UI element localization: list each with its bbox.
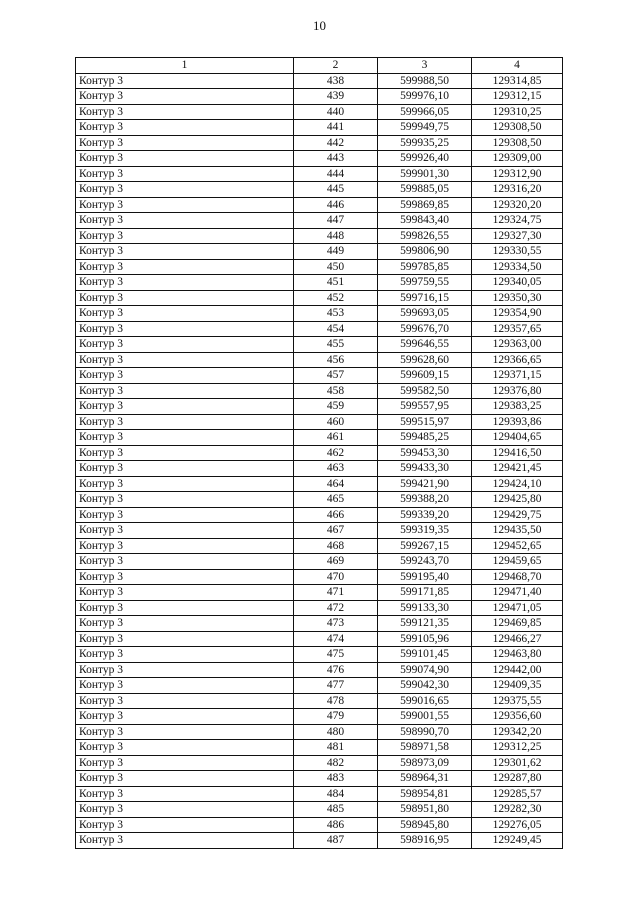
cell-contour-name: Контур 3 (76, 244, 294, 260)
cell-x-coordinate: 599421,90 (378, 476, 472, 492)
cell-y-coordinate: 129357,65 (472, 321, 563, 337)
table-row (76, 228, 563, 244)
cell-point-number: 458 (294, 383, 378, 399)
cell-point-number: 441 (294, 120, 378, 136)
cell-point-number: 487 (294, 833, 378, 849)
table-row (76, 631, 563, 647)
coordinates-table (75, 57, 563, 849)
table-row (76, 290, 563, 306)
cell-y-coordinate: 129324,75 (472, 213, 563, 229)
cell-point-number: 444 (294, 166, 378, 182)
cell-y-coordinate: 129316,20 (472, 182, 563, 198)
cell-x-coordinate: 599976,10 (378, 89, 472, 105)
cell-contour-name: Контур 3 (76, 755, 294, 771)
cell-contour-name: Контур 3 (76, 321, 294, 337)
cell-contour-name: Контур 3 (76, 89, 294, 105)
cell-point-number: 453 (294, 306, 378, 322)
cell-x-coordinate: 599105,96 (378, 631, 472, 647)
cell-point-number: 459 (294, 399, 378, 415)
cell-x-coordinate: 599074,90 (378, 662, 472, 678)
table-row (76, 306, 563, 322)
cell-contour-name: Контур 3 (76, 166, 294, 182)
cell-y-coordinate: 129435,50 (472, 523, 563, 539)
table-row (76, 399, 563, 415)
cell-y-coordinate: 129350,30 (472, 290, 563, 306)
table-row (76, 492, 563, 508)
table-row (76, 182, 563, 198)
table-row (76, 89, 563, 105)
cell-contour-name: Контур 3 (76, 104, 294, 120)
cell-contour-name: Контур 3 (76, 600, 294, 616)
table-row (76, 802, 563, 818)
cell-y-coordinate: 129416,50 (472, 445, 563, 461)
cell-x-coordinate: 598964,31 (378, 771, 472, 787)
cell-x-coordinate: 599016,65 (378, 693, 472, 709)
cell-y-coordinate: 129366,65 (472, 352, 563, 368)
cell-point-number: 456 (294, 352, 378, 368)
table-row (76, 73, 563, 89)
cell-x-coordinate: 599582,50 (378, 383, 472, 399)
table-row (76, 244, 563, 260)
cell-point-number: 482 (294, 755, 378, 771)
cell-x-coordinate: 598954,81 (378, 786, 472, 802)
table-row (76, 445, 563, 461)
cell-contour-name: Контур 3 (76, 228, 294, 244)
table-row (76, 833, 563, 849)
cell-y-coordinate: 129429,75 (472, 507, 563, 523)
cell-contour-name: Контур 3 (76, 461, 294, 477)
table-row (76, 120, 563, 136)
cell-point-number: 478 (294, 693, 378, 709)
cell-point-number: 462 (294, 445, 378, 461)
cell-x-coordinate: 599433,30 (378, 461, 472, 477)
cell-y-coordinate: 129356,60 (472, 709, 563, 725)
cell-x-coordinate: 599042,30 (378, 678, 472, 694)
cell-contour-name: Контур 3 (76, 275, 294, 291)
table-row (76, 523, 563, 539)
table-row (76, 554, 563, 570)
cell-contour-name: Контур 3 (76, 213, 294, 229)
table-row (76, 616, 563, 632)
table-row (76, 197, 563, 213)
cell-point-number: 486 (294, 817, 378, 833)
cell-x-coordinate: 598916,95 (378, 833, 472, 849)
cell-point-number: 475 (294, 647, 378, 663)
cell-y-coordinate: 129471,40 (472, 585, 563, 601)
cell-x-coordinate: 598971,58 (378, 740, 472, 756)
cell-y-coordinate: 129375,55 (472, 693, 563, 709)
cell-y-coordinate: 129376,80 (472, 383, 563, 399)
cell-x-coordinate: 599628,60 (378, 352, 472, 368)
cell-y-coordinate: 129327,30 (472, 228, 563, 244)
cell-y-coordinate: 129285,57 (472, 786, 563, 802)
cell-contour-name: Контур 3 (76, 678, 294, 694)
table-row (76, 321, 563, 337)
cell-point-number: 448 (294, 228, 378, 244)
cell-contour-name: Контур 3 (76, 507, 294, 523)
cell-x-coordinate: 599785,85 (378, 259, 472, 275)
table-row (76, 507, 563, 523)
cell-contour-name: Контур 3 (76, 383, 294, 399)
cell-y-coordinate: 129312,15 (472, 89, 563, 105)
cell-y-coordinate: 129330,55 (472, 244, 563, 260)
cell-point-number: 470 (294, 569, 378, 585)
cell-contour-name: Контур 3 (76, 616, 294, 632)
cell-y-coordinate: 129354,90 (472, 306, 563, 322)
table-row (76, 275, 563, 291)
cell-point-number: 457 (294, 368, 378, 384)
cell-x-coordinate: 599515,97 (378, 414, 472, 430)
table-row (76, 430, 563, 446)
cell-x-coordinate: 599826,55 (378, 228, 472, 244)
cell-y-coordinate: 129459,65 (472, 554, 563, 570)
cell-point-number: 467 (294, 523, 378, 539)
cell-x-coordinate: 599133,30 (378, 600, 472, 616)
cell-contour-name: Контур 3 (76, 817, 294, 833)
cell-x-coordinate: 599339,20 (378, 507, 472, 523)
table-row (76, 740, 563, 756)
cell-point-number: 472 (294, 600, 378, 616)
cell-y-coordinate: 129442,00 (472, 662, 563, 678)
cell-y-coordinate: 129312,90 (472, 166, 563, 182)
table-row (76, 461, 563, 477)
cell-point-number: 466 (294, 507, 378, 523)
cell-x-coordinate: 599121,35 (378, 616, 472, 632)
table-row (76, 352, 563, 368)
cell-contour-name: Контур 3 (76, 492, 294, 508)
cell-point-number: 439 (294, 89, 378, 105)
cell-x-coordinate: 599319,35 (378, 523, 472, 539)
cell-contour-name: Контур 3 (76, 120, 294, 136)
table-row (76, 647, 563, 663)
cell-x-coordinate: 599901,30 (378, 166, 472, 182)
cell-point-number: 446 (294, 197, 378, 213)
table-row (76, 259, 563, 275)
table-row (76, 786, 563, 802)
cell-point-number: 455 (294, 337, 378, 353)
cell-x-coordinate: 599388,20 (378, 492, 472, 508)
cell-x-coordinate: 599101,45 (378, 647, 472, 663)
cell-x-coordinate: 598973,09 (378, 755, 472, 771)
cell-point-number: 476 (294, 662, 378, 678)
cell-x-coordinate: 599935,25 (378, 135, 472, 151)
cell-point-number: 469 (294, 554, 378, 570)
cell-y-coordinate: 129308,50 (472, 135, 563, 151)
cell-point-number: 484 (294, 786, 378, 802)
cell-contour-name: Контур 3 (76, 538, 294, 554)
cell-x-coordinate: 599693,05 (378, 306, 472, 322)
table-row (76, 709, 563, 725)
cell-point-number: 445 (294, 182, 378, 198)
cell-contour-name: Контур 3 (76, 523, 294, 539)
cell-contour-name: Контур 3 (76, 771, 294, 787)
table-row (76, 414, 563, 430)
cell-y-coordinate: 129312,25 (472, 740, 563, 756)
cell-y-coordinate: 129469,85 (472, 616, 563, 632)
table-row (76, 771, 563, 787)
cell-x-coordinate: 599949,75 (378, 120, 472, 136)
cell-y-coordinate: 129320,20 (472, 197, 563, 213)
table-row (76, 337, 563, 353)
cell-contour-name: Контур 3 (76, 290, 294, 306)
cell-contour-name: Контур 3 (76, 151, 294, 167)
cell-contour-name: Контур 3 (76, 445, 294, 461)
table-row (76, 585, 563, 601)
cell-contour-name: Контур 3 (76, 135, 294, 151)
cell-contour-name: Контур 3 (76, 554, 294, 570)
cell-point-number: 440 (294, 104, 378, 120)
cell-point-number: 481 (294, 740, 378, 756)
cell-x-coordinate: 598945,80 (378, 817, 472, 833)
cell-x-coordinate: 599243,70 (378, 554, 472, 570)
table-row (76, 538, 563, 554)
cell-y-coordinate: 129309,00 (472, 151, 563, 167)
cell-point-number: 485 (294, 802, 378, 818)
cell-point-number: 468 (294, 538, 378, 554)
cell-point-number: 451 (294, 275, 378, 291)
cell-x-coordinate: 598990,70 (378, 724, 472, 740)
cell-x-coordinate: 599557,95 (378, 399, 472, 415)
cell-y-coordinate: 129471,05 (472, 600, 563, 616)
cell-contour-name: Контур 3 (76, 337, 294, 353)
cell-x-coordinate: 598951,80 (378, 802, 472, 818)
cell-point-number: 480 (294, 724, 378, 740)
cell-contour-name: Контур 3 (76, 414, 294, 430)
cell-y-coordinate: 129287,80 (472, 771, 563, 787)
cell-point-number: 447 (294, 213, 378, 229)
cell-contour-name: Контур 3 (76, 740, 294, 756)
cell-y-coordinate: 129383,25 (472, 399, 563, 415)
table-header-row (76, 58, 563, 74)
cell-y-coordinate: 129468,70 (472, 569, 563, 585)
cell-contour-name: Контур 3 (76, 724, 294, 740)
table-row (76, 678, 563, 694)
cell-contour-name: Контур 3 (76, 352, 294, 368)
cell-x-coordinate: 599609,15 (378, 368, 472, 384)
cell-x-coordinate: 599001,55 (378, 709, 472, 725)
table-body (76, 73, 563, 848)
cell-x-coordinate: 599676,70 (378, 321, 472, 337)
cell-contour-name: Контур 3 (76, 585, 294, 601)
cell-contour-name: Контур 3 (76, 569, 294, 585)
cell-contour-name: Контур 3 (76, 368, 294, 384)
cell-contour-name: Контур 3 (76, 399, 294, 415)
cell-contour-name: Контур 3 (76, 709, 294, 725)
cell-point-number: 474 (294, 631, 378, 647)
cell-y-coordinate: 129308,50 (472, 120, 563, 136)
cell-x-coordinate: 599267,15 (378, 538, 472, 554)
cell-y-coordinate: 129404,65 (472, 430, 563, 446)
column-header-name: 1 (76, 58, 294, 74)
cell-contour-name: Контур 3 (76, 476, 294, 492)
cell-point-number: 477 (294, 678, 378, 694)
cell-contour-name: Контур 3 (76, 306, 294, 322)
cell-contour-name: Контур 3 (76, 647, 294, 663)
cell-x-coordinate: 599885,05 (378, 182, 472, 198)
column-header-x: 3 (378, 58, 472, 74)
cell-x-coordinate: 599759,55 (378, 275, 472, 291)
table-row (76, 817, 563, 833)
cell-y-coordinate: 129424,10 (472, 476, 563, 492)
cell-point-number: 473 (294, 616, 378, 632)
cell-y-coordinate: 129314,85 (472, 73, 563, 89)
cell-y-coordinate: 129463,80 (472, 647, 563, 663)
cell-contour-name: Контур 3 (76, 802, 294, 818)
cell-y-coordinate: 129282,30 (472, 802, 563, 818)
cell-y-coordinate: 129334,50 (472, 259, 563, 275)
cell-x-coordinate: 599966,05 (378, 104, 472, 120)
table-row (76, 166, 563, 182)
cell-contour-name: Контур 3 (76, 693, 294, 709)
cell-x-coordinate: 599926,40 (378, 151, 472, 167)
cell-point-number: 438 (294, 73, 378, 89)
cell-y-coordinate: 129371,15 (472, 368, 563, 384)
table-row (76, 724, 563, 740)
cell-point-number: 479 (294, 709, 378, 725)
table-row (76, 213, 563, 229)
cell-point-number: 465 (294, 492, 378, 508)
cell-x-coordinate: 599716,15 (378, 290, 472, 306)
table-row (76, 476, 563, 492)
cell-point-number: 449 (294, 244, 378, 260)
cell-x-coordinate: 599171,85 (378, 585, 472, 601)
cell-point-number: 463 (294, 461, 378, 477)
cell-y-coordinate: 129276,05 (472, 817, 563, 833)
cell-x-coordinate: 599453,30 (378, 445, 472, 461)
table-row (76, 693, 563, 709)
cell-y-coordinate: 129363,00 (472, 337, 563, 353)
cell-point-number: 464 (294, 476, 378, 492)
column-header-y: 4 (472, 58, 563, 74)
cell-y-coordinate: 129466,27 (472, 631, 563, 647)
cell-contour-name: Контур 3 (76, 182, 294, 198)
cell-point-number: 450 (294, 259, 378, 275)
cell-contour-name: Контур 3 (76, 786, 294, 802)
column-header-point: 2 (294, 58, 378, 74)
table-row (76, 151, 563, 167)
table-row (76, 569, 563, 585)
cell-x-coordinate: 599988,50 (378, 73, 472, 89)
cell-point-number: 471 (294, 585, 378, 601)
table-row (76, 135, 563, 151)
cell-point-number: 460 (294, 414, 378, 430)
cell-point-number: 461 (294, 430, 378, 446)
page-number: 10 (313, 18, 326, 33)
cell-x-coordinate: 599485,25 (378, 430, 472, 446)
cell-point-number: 442 (294, 135, 378, 151)
table-row (76, 104, 563, 120)
cell-x-coordinate: 599646,55 (378, 337, 472, 353)
cell-y-coordinate: 129301,62 (472, 755, 563, 771)
cell-contour-name: Контур 3 (76, 833, 294, 849)
cell-x-coordinate: 599869,85 (378, 197, 472, 213)
cell-y-coordinate: 129342,20 (472, 724, 563, 740)
cell-y-coordinate: 129452,65 (472, 538, 563, 554)
cell-contour-name: Контур 3 (76, 73, 294, 89)
cell-contour-name: Контур 3 (76, 631, 294, 647)
cell-x-coordinate: 599806,90 (378, 244, 472, 260)
table-row (76, 662, 563, 678)
cell-y-coordinate: 129409,35 (472, 678, 563, 694)
cell-contour-name: Контур 3 (76, 197, 294, 213)
cell-contour-name: Контур 3 (76, 430, 294, 446)
table-row (76, 755, 563, 771)
cell-point-number: 454 (294, 321, 378, 337)
cell-y-coordinate: 129393,86 (472, 414, 563, 430)
cell-x-coordinate: 599195,40 (378, 569, 472, 585)
cell-y-coordinate: 129425,80 (472, 492, 563, 508)
cell-y-coordinate: 129249,45 (472, 833, 563, 849)
cell-point-number: 483 (294, 771, 378, 787)
cell-y-coordinate: 129340,05 (472, 275, 563, 291)
cell-y-coordinate: 129310,25 (472, 104, 563, 120)
cell-y-coordinate: 129421,45 (472, 461, 563, 477)
table-row (76, 600, 563, 616)
cell-x-coordinate: 599843,40 (378, 213, 472, 229)
cell-point-number: 443 (294, 151, 378, 167)
table-row (76, 383, 563, 399)
table-row (76, 368, 563, 384)
cell-contour-name: Контур 3 (76, 259, 294, 275)
cell-contour-name: Контур 3 (76, 662, 294, 678)
cell-point-number: 452 (294, 290, 378, 306)
